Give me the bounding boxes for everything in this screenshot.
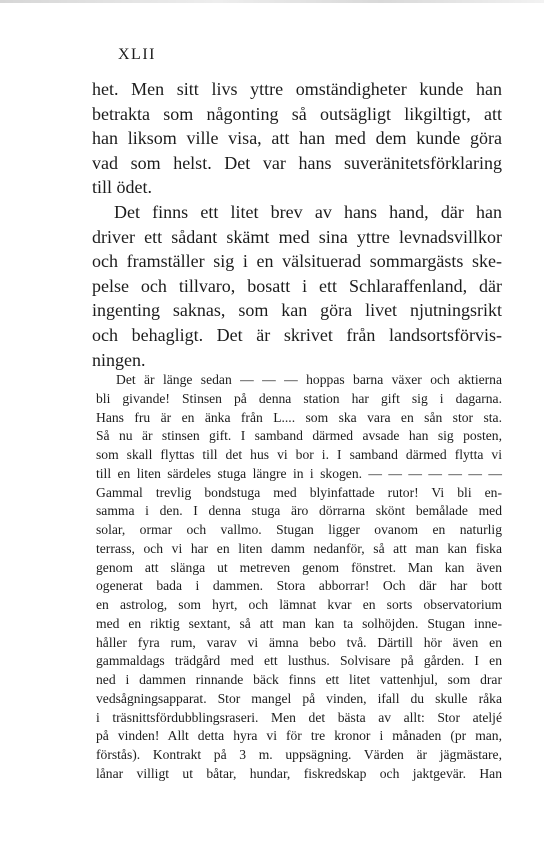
- text-line: och framställer sig i en välsituerad sommargästs ske-: [92, 251, 502, 272]
- main-text: [92, 77, 502, 372]
- text-line: driver ett sådant skämt med sina yttre levnadsvillkor: [92, 226, 502, 247]
- quote-line: terrass, och vi har en liten damm nedanför, så att man kan fiska: [96, 540, 502, 556]
- text-line: het. Men sitt livs yttre omständigheter kunde han: [92, 79, 502, 99]
- quote-line: till en liten särdeles stuga längre in i skogen. — — — — — — —: [96, 465, 502, 481]
- quote-line: en astrolog, som hyrt, och lämnat kvar en sorts observatorium: [96, 597, 502, 612]
- quote-line: gammaldags trädgård med ett lusthus. Solvisare på gården. I en: [96, 653, 502, 669]
- text-line: betrakta som någonting så outsägligt likgiltigt, att: [92, 103, 502, 124]
- quote-line: bli givande! Stinsen på denna station har gift sig i dagarna.: [96, 390, 502, 406]
- quote-line: samma i den. I denna stuga äro dörrarna skönt bemålade med: [96, 503, 502, 519]
- page-number: XLII: [118, 46, 156, 63]
- text-line: Det finns ett litet brev av hans hand, där han: [114, 201, 502, 222]
- text-line: han liksom ville visa, att han med dem kunde göra: [92, 128, 502, 149]
- text-line: vad som helst. Det var hans suveränitetsförklaring: [92, 152, 502, 173]
- quote-line: genom att slänga ut metreven genom fönstret. Man kan även: [96, 559, 502, 575]
- quote-line: lånar villigt ut båtar, hundar, fiskredskap och jaktgevär. Han: [96, 765, 502, 781]
- quote-line: förstås). Kontrakt på 3 m. uppsägning. Värden är jägmästare,: [96, 747, 502, 762]
- quote-line: Det är länge sedan — — — hoppas barna växer och aktierna: [116, 372, 502, 387]
- scan-top-edge: [0, 0, 544, 3]
- text-line: pelse och tillvaro, bosatt i ett Schlaraffenland, där: [92, 275, 502, 296]
- quote-line: vedsågningsapparat. Stor mangel på vinden, ifall du skulle råka: [96, 690, 502, 706]
- quote-line: Så nu är stinsen gift. I samband därmed avsade han sig posten,: [96, 428, 502, 444]
- quote-line: Gammal trevlig bondstuga med blyinfattade rutor! Vi bli en-: [96, 484, 502, 500]
- quote-line: i träsnittsfördubblingsraseri. Men det bästa av allt: Stor ateljé: [96, 709, 502, 725]
- quote-line: som skall flyttas till det hus vi bor i. I samband därmed flytta vi: [96, 447, 502, 462]
- quote-line: håller fyra rum, varav vi ämna bebo två. Därtill hör även en: [96, 634, 502, 650]
- quote-line: solar, ormar och vallmo. Stugan ligger ovanom en naturlig: [96, 522, 502, 537]
- quoted-letter: [96, 371, 502, 784]
- text-line: ningen.: [92, 349, 146, 370]
- quote-line: ogenerat bada i dammen. Stora abborrar! Och där har bott: [96, 578, 502, 594]
- text-line: ingenting saknas, som kan göra livet njutningsrikt: [92, 300, 502, 321]
- quote-line: ned i dammen rinnande bäck finns ett litet vattenhjul, som drar: [96, 672, 502, 687]
- text-line: till ödet.: [92, 177, 152, 198]
- text-line: och behagligt. Det är skrivet från landsortsförvis-: [92, 324, 502, 345]
- quote-line: Hans fru är en änka från L.... som ska vara en sån stor sta.: [96, 409, 502, 425]
- quote-line: med en riktig sextant, så att man kan ta solhöjden. Stugan inne-: [96, 615, 502, 631]
- quote-line: på vinden! Allt detta hyra vi för tre kronor i månaden (pr man,: [96, 728, 502, 744]
